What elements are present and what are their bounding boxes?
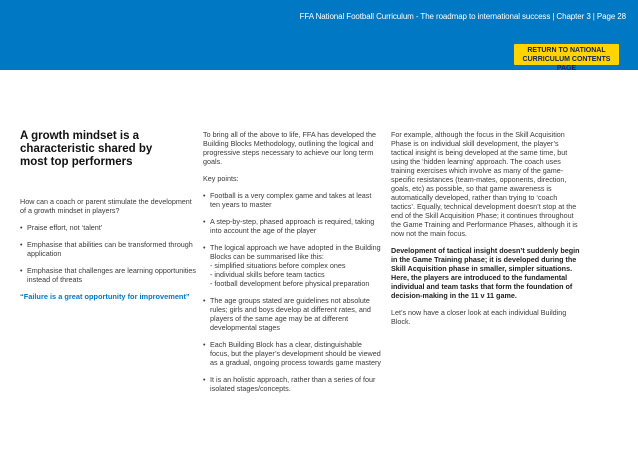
list-item: • Emphasise that abilities can be transformed through application (20, 240, 197, 258)
closer-look-paragraph: Let’s now have a closer look at each individual Building Block. (391, 308, 567, 326)
list-item: • It is an holistic approach, rather than a series of four isolated stages/concepts. (203, 375, 381, 393)
header-bar (0, 0, 638, 70)
tactical-insight-paragraph: Development of tactical insight doesn’t suddenly begin in the Game Training phase; it is developed during the Skill Acquisition phase in smaller, simpler situations. Here, the players are introduced to the fundamental individual and team tasks that form the foundation of decision-making in the 11 v 11 game. (391, 246, 580, 300)
sub-item: - simplified situations before complex ones (210, 261, 346, 270)
list-item: • Football is a very complex game and takes at least ten years to master (203, 191, 381, 209)
list-item: • The age groups stated are guidelines not absolute rules; girls and boys develop at different rates, and players of the same age may be at different developmental stages (203, 296, 381, 332)
column-growth-mindset (20, 130, 197, 301)
return-button-line-1: RETURN TO NATIONAL (527, 47, 606, 54)
skill-acquisition-paragraph: For example, although the focus in the Skill Acquisition Phase is on individual skill development, the player’s tactical insight is being developed at the same time, but using the ‘hidden learning’ approach. The coach uses training exercises which involve as many of the game-specific resistances (team-mates, opponents, direction, goals, etc) as possible, so that game awareness is automatically developed, rather than trying to ‘coach tactics’. Equally, technical development doesn’t stop at the end of the Skill Acquisition Phase; it continues throughout the Game Training and Performance Phases, although it is now not the main focus. (391, 130, 578, 238)
growth-mindset-intro: How can a coach or parent stimulate the development of a growth mindset in players? (20, 197, 192, 215)
return-button-line-2: CURRICULUM CONTENTS PAGE (522, 56, 611, 72)
list-item: • The logical approach we have adopted in the Building Blocks can be summarised like this: - simplified situations before complex ones - individual skills before team tactics - football development before physical preparation (203, 243, 381, 288)
page-header-title: FFA National Football Curriculum - The roadmap to international success | Chapter 3 | Page 28 (299, 12, 626, 21)
building-blocks-intro: To bring all of the above to life, FFA has developed the Building Blocks Methodology, outlining the logical and progressive steps necessary to achieve our long term goals. (203, 130, 377, 166)
key-points-label: Key points: (203, 174, 239, 183)
column-building-blocks (203, 130, 381, 401)
list-item: • Each Building Block has a clear, distinguishable focus, but the player’s development should be viewed as a gradual, ongoing process towards game mastery (203, 340, 381, 367)
list-item: • A step-by-step, phased approach is required, taking into account the age of the player (203, 217, 381, 235)
column-tactical-insight (391, 130, 581, 334)
return-to-contents-button[interactable] (514, 44, 619, 72)
list-item: • Praise effort, not ‘talent’ (20, 223, 197, 232)
sub-item: - football development before physical preparation (210, 279, 370, 288)
sub-item: - individual skills before team tactics (210, 270, 325, 279)
failure-quote: “Failure is a great opportunity for improvement” (20, 292, 190, 301)
growth-mindset-heading: A growth mindset is a characteristic shared by most top performers (20, 130, 153, 168)
list-item: • Emphasise that challenges are learning opportunities instead of threats (20, 266, 197, 284)
